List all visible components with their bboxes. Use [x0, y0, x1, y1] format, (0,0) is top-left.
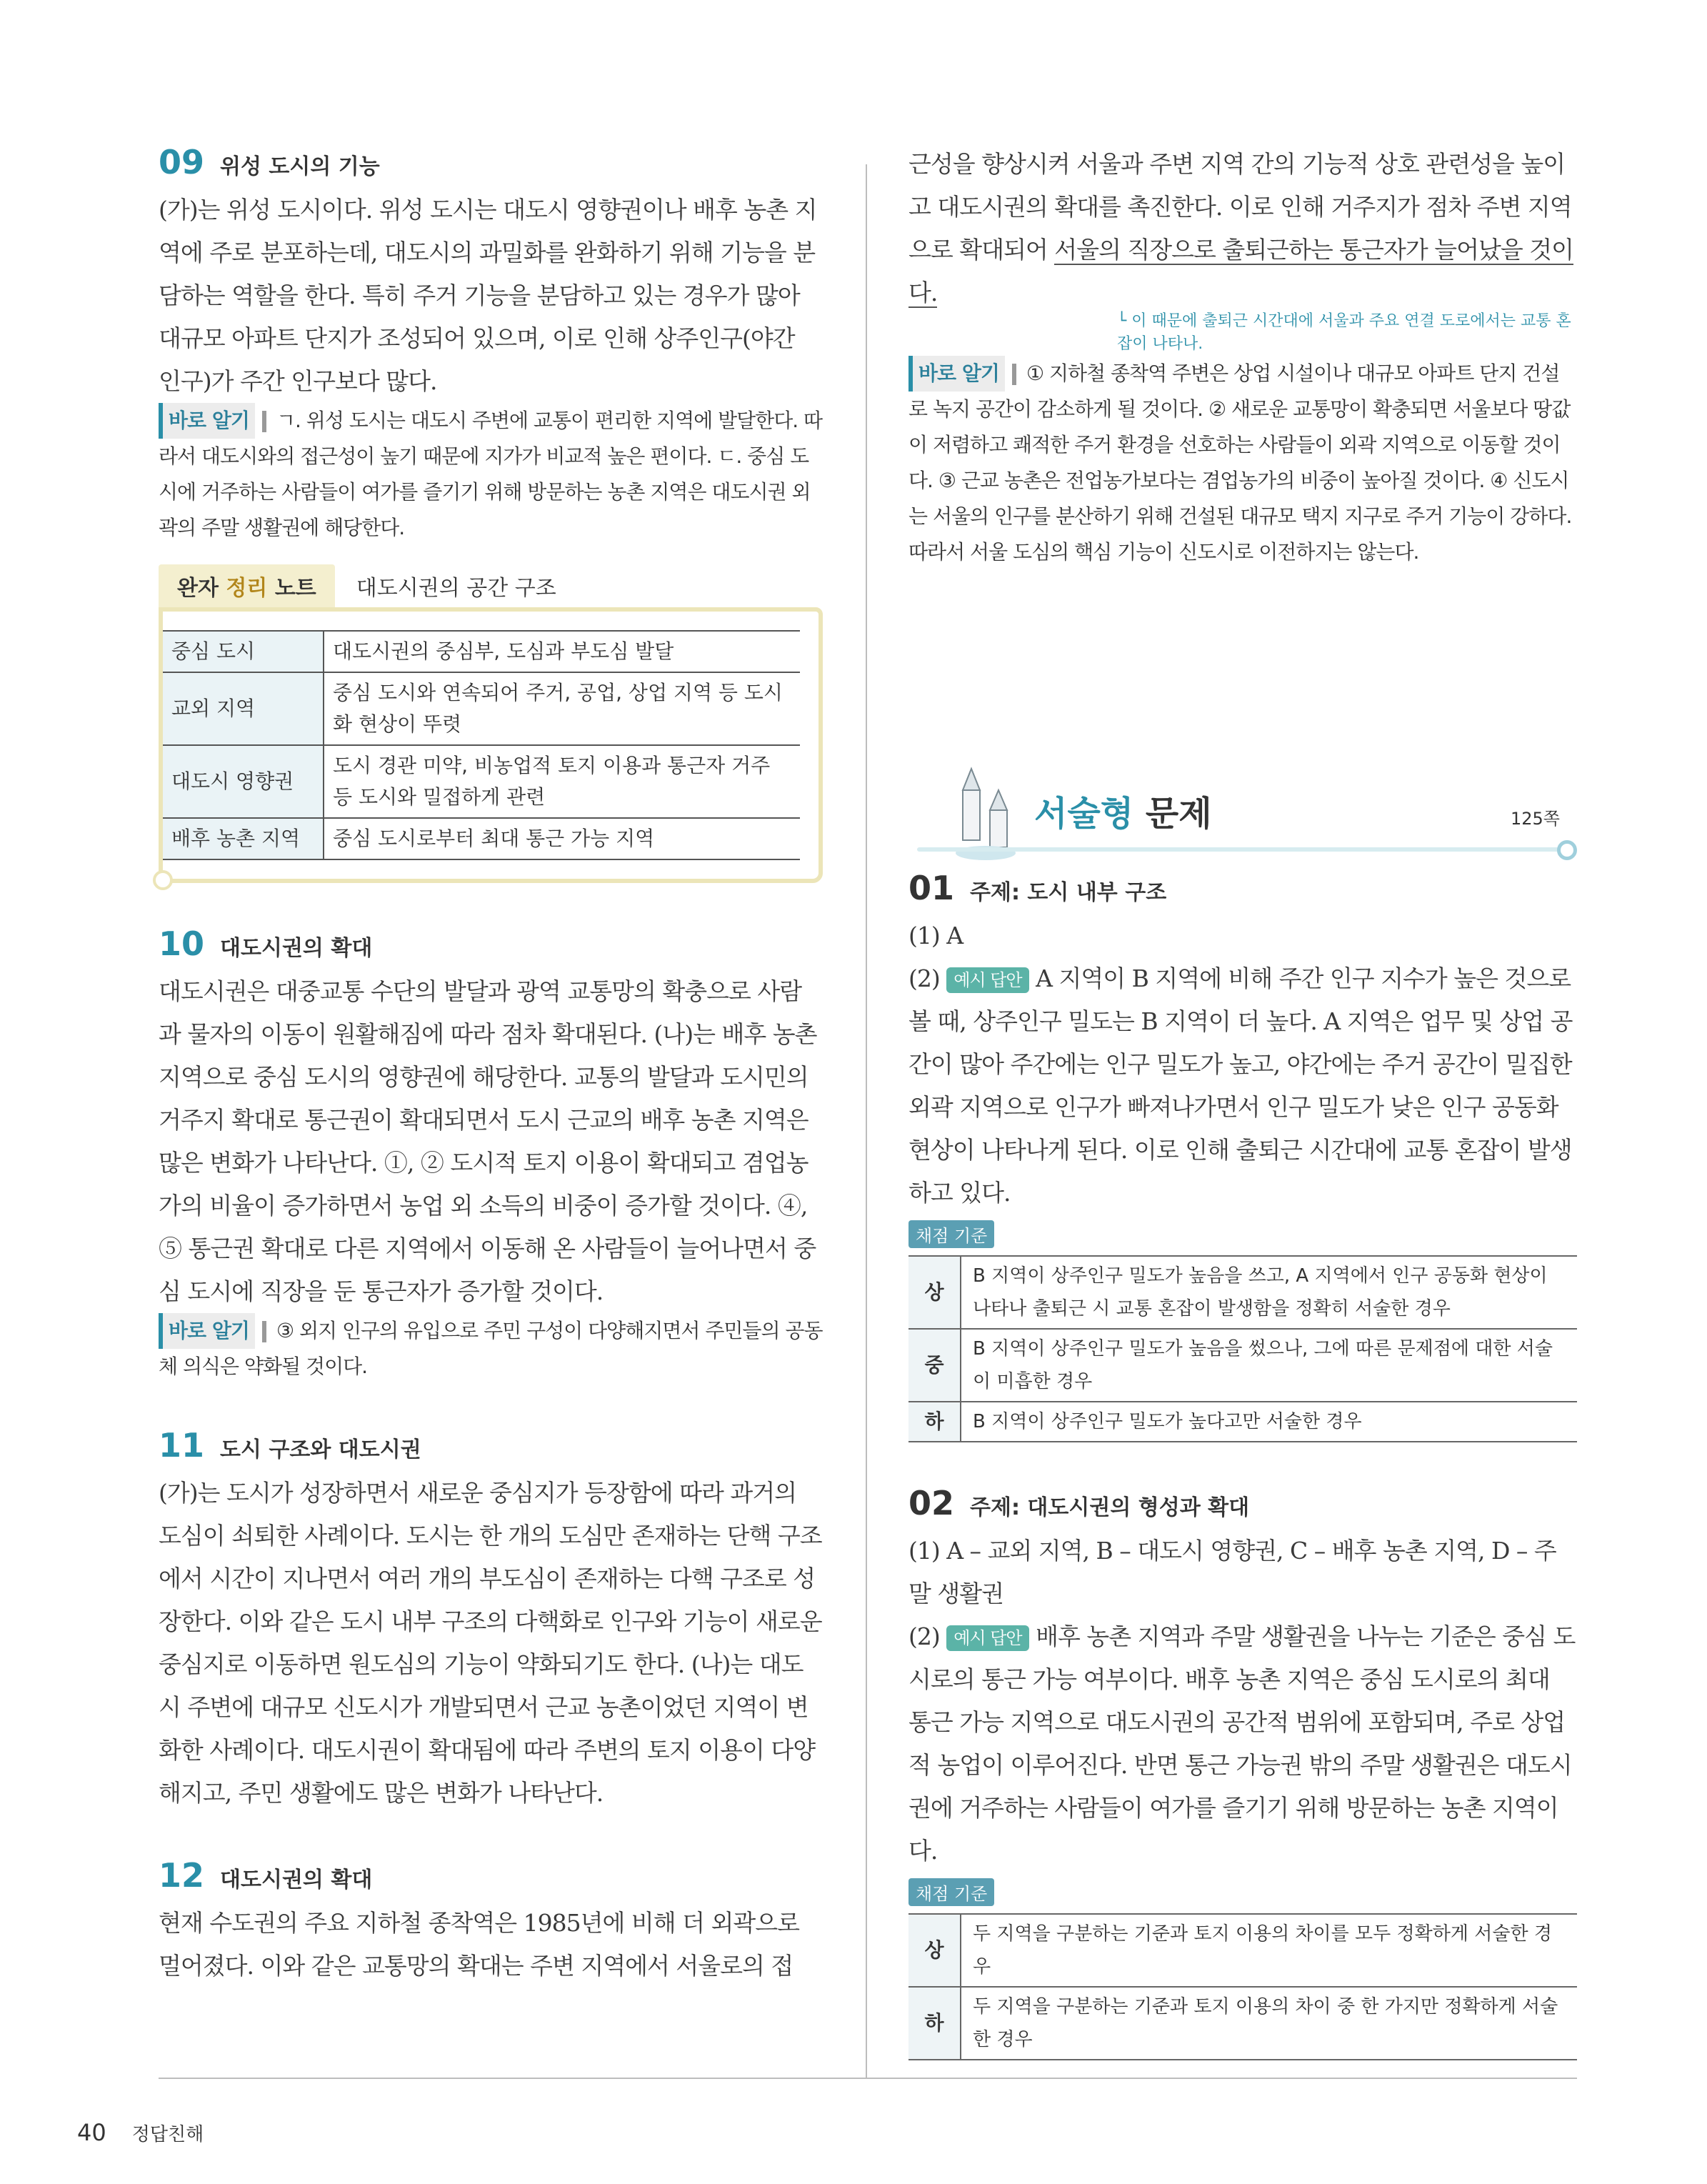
table-value: 중심 도시와 연속되어 주거, 공업, 상업 지역 등 도시화 현상이 뚜렷	[324, 672, 800, 745]
table-row	[908, 1256, 1577, 1329]
page-footer	[77, 2119, 204, 2146]
tag-bar	[262, 1321, 266, 1342]
table-row	[163, 818, 800, 859]
table-key: 중심 도시	[163, 631, 324, 672]
quick-check-text: ③ 외지 인구의 유입으로 주민 구성이 다양해지면서 주민들의 공동체 의식은 약화될 것이다.	[159, 1319, 823, 1378]
question-11	[159, 1426, 823, 1815]
underlined-text: 서울의 직장으로 출퇴근하는 통근자가 늘어났을 것이다.	[908, 236, 1574, 306]
quick-check	[159, 1313, 823, 1385]
question-09	[159, 143, 823, 546]
note-section	[159, 564, 823, 883]
grade-text: B 지역이 상주인구 밀도가 높음을 썼으나, 그에 따른 문제점에 대한 서술이 미흡한 경우	[961, 1329, 1577, 1402]
header-line	[917, 847, 1568, 852]
tag-bar	[1012, 364, 1016, 385]
table-row	[908, 1402, 1577, 1442]
bottom-rule	[159, 2078, 1577, 2079]
table-row	[163, 631, 800, 672]
answer-text: 배후 농촌 지역과 주말 생활권을 나누는 기준은 중심 도시로의 통근 가능 여부이다. 배후 농촌 지역은 중심 도시로의 최대 통근 가능 지역으로 대도시권의 공간적 범위에 포함되며, 주로 상업적 농업이 이루어진다. 반면 통근 가능권 밖의 주말 생활권은 대도시권에 거주하는 사람들이 여가를 즐기기 위해 방문하는 농촌 지역이다.	[908, 1622, 1576, 1865]
table-row	[908, 1914, 1577, 1987]
grade-text: 두 지역을 구분하는 기준과 토지 이용의 차이 중 한 가지만 정확하게 서술한 경우	[961, 1987, 1577, 2060]
question-title: 주제: 대도시권의 형성과 확대	[970, 1495, 1250, 1520]
table-value: 도시 경관 미약, 비농업적 토지 이용과 통근자 거주 등 도시와 밀접하게 관련	[324, 745, 800, 818]
grade-text: B 지역이 상주인구 밀도가 높음을 쓰고, A 지역에서 인구 공동화 현상이 나타나 출퇴근 시 교통 혼잡이 발생함을 정확히 서술한 경우	[961, 1256, 1577, 1329]
grade-level: 상	[908, 1914, 961, 1987]
quick-check-tag: 바로 알기	[908, 356, 1005, 392]
table-row	[908, 1987, 1577, 2060]
note-pill	[159, 564, 335, 607]
grade-level: 하	[908, 1987, 961, 2060]
line-end-dot-icon	[1557, 840, 1577, 860]
answer-part-1: (1) A – 교외 지역, B – 대도시 영향권, C – 배후 농촌 지역, D – 주말 생활권	[908, 1537, 1556, 1607]
descriptive-title-b: 문제	[1133, 794, 1212, 834]
descriptive-title-a: 서술형	[1034, 794, 1134, 834]
note-pill-c: 노트	[267, 576, 316, 601]
table-row	[163, 672, 800, 745]
note-title: 대도시권의 공간 구조	[356, 576, 556, 601]
table-value: 대도시권의 중심부, 도심과 부도심 발달	[324, 631, 800, 672]
table-row	[163, 745, 800, 818]
question-number: 09	[159, 143, 205, 181]
answer-prefix: (2)	[908, 1622, 940, 1650]
grade-level: 하	[908, 1402, 961, 1442]
example-answer-badge: 예시 답안	[946, 967, 1028, 993]
descriptive-section-header	[908, 762, 1577, 869]
quick-check-text: ㄱ. 위성 도시는 대도시 주변에 교통이 편리한 지역에 발달한다. 따라서 대도시와의 접근성이 높기 때문에 지가가 비교적 높은 편이다. ㄷ. 중심 도시에 거주하는 사람들이 여가를 즐기기 위해 방문하는 농촌 지역은 대도시권 외곽의 주말 생활권에 해당한다.	[159, 409, 823, 539]
criteria-table	[908, 1255, 1577, 1442]
page-number: 40	[77, 2119, 106, 2146]
column-divider	[866, 164, 867, 2079]
quick-check-tag: 바로 알기	[159, 1313, 255, 1349]
question-10	[159, 924, 823, 1385]
note-table	[163, 630, 800, 860]
answer-body: 현재 수도권의 주요 지하철 종착역은 1985년에 비해 더 외곽으로 멀어졌다. 이와 같은 교통망의 확대는 주변 지역에서 서울로의 접	[159, 1909, 799, 1980]
question-number: 10	[159, 924, 205, 963]
quick-check	[159, 403, 823, 546]
note-pill-a: 완자	[177, 576, 226, 601]
note-dot-icon	[153, 870, 173, 890]
table-row	[908, 1329, 1577, 1402]
question-title: 도시 구조와 대도시권	[220, 1437, 421, 1462]
answer-text: A 지역이 B 지역에 비해 주간 인구 지수가 높은 것으로 볼 때, 상주인구 밀도는 B 지역이 더 높다. A 지역은 업무 및 상업 공간이 많아 주간에는 인구 밀도가 높고, 야간에는 주거 공간이 밀집한 외곽 지역으로 인구가 빠져나가면서 인구 밀도가 낮은 인구 공동화 현상이 나타나게 된다. 이로 인해 출퇴근 시간대에 교통 혼잡이 발생하고 있다.	[908, 964, 1573, 1207]
book-name: 정답친해	[131, 2124, 204, 2145]
note-pill-b: 정리	[226, 576, 268, 601]
grade-text: 두 지역을 구분하는 기준과 토지 이용의 차이를 모두 정확하게 서술한 경우	[961, 1914, 1577, 1987]
quick-check	[908, 356, 1577, 570]
note-box	[159, 607, 823, 883]
table-key: 배후 농촌 지역	[163, 818, 324, 859]
criteria-table	[908, 1913, 1577, 2060]
right-column	[908, 143, 1577, 2060]
grade-text: B 지역이 상주인구 밀도가 높다고만 서술한 경우	[961, 1402, 1577, 1442]
quick-check-text: ① 지하철 종착역 주변은 상업 시설이나 대규모 아파트 단지 건설로 녹지 공간이 감소하게 될 것이다. ② 새로운 교통망이 확충되면 서울보다 땅값이 저렴하고 쾌적한 주거 환경을 선호하는 사람들이 외곽 지역으로 이동할 것이다. ③ 근교 농촌은 전업농가보다는 겸업농가의 비중이 높아질 것이다. ④ 신도시는 서울의 인구를 분산하기 위해 건설된 대규모 택지 지구로 주거 기능이 강하다. 따라서 서울 도심의 핵심 기능이 신도시로 이전하지는 않는다.	[908, 361, 1572, 564]
grade-level: 상	[908, 1256, 961, 1329]
descriptive-title	[1034, 786, 1212, 835]
tag-bar	[262, 411, 266, 432]
answer-body: (가)는 위성 도시이다. 위성 도시는 대도시 영향권이나 배후 농촌 지역에 주로 분포하는데, 대도시의 과밀화를 완화하기 위해 기능을 분담하는 역할을 한다. 특히 주거 기능을 분담하고 있는 경우가 많아 대규모 아파트 단지가 조성되어 있으며, 이로 인해 상주인구(야간 인구)가 주간 인구보다 많다.	[159, 196, 817, 395]
question-number: 01	[908, 869, 955, 907]
question-title: 위성 도시의 기능	[220, 154, 380, 179]
question-12	[159, 1856, 823, 1988]
answer-part-1: (1) A	[908, 922, 963, 949]
example-answer-badge: 예시 답안	[946, 1625, 1028, 1651]
table-key: 대도시 영향권	[163, 745, 324, 818]
answer-prefix: (2)	[908, 964, 940, 992]
grade-level: 중	[908, 1329, 961, 1402]
answer-part-2	[908, 957, 1577, 1215]
margin-annotation: └ 이 때문에 출퇴근 시간대에 서울과 주요 연결 도로에서는 교통 혼잡이 나타나.	[1117, 312, 1571, 353]
answer-part-2	[908, 1615, 1577, 1873]
table-key: 교외 지역	[163, 672, 324, 745]
answer-body: 대도시권은 대중교통 수단의 발달과 광역 교통망의 확충으로 사람과 물자의 이동이 원활해짐에 따라 점차 확대된다. (나)는 배후 농촌 지역으로 중심 도시의 영향권에 해당한다. 교통의 발달과 도시민의 거주지 확대로 통근권이 확대되면서 도시 근교의 배후 농촌 지역은 많은 변화가 나타난다. ①, ② 도시적 토지 이용이 확대되고 겸업농가의 비율이 증가하면서 농업 외 소득의 비중이 증가할 것이다. ④, ⑤ 통근권 확대로 다른 지역에서 이동해 온 사람들이 늘어나면서 중심 도시에 직장을 둔 통근자가 증가할 것이다.	[159, 977, 817, 1305]
quick-check-tag: 바로 알기	[159, 403, 255, 439]
question-title: 주제: 도시 내부 구조	[970, 880, 1167, 905]
left-column	[159, 143, 823, 1988]
criteria-badge: 채점 기준	[908, 1878, 994, 1906]
answer-body: (가)는 도시가 성장하면서 새로운 중심지가 등장함에 따라 과거의 도심이 쇠퇴한 사례이다. 도시는 한 개의 도심만 존재하는 단핵 구조에서 시간이 지나면서 여러 개의 부도심이 존재하는 다핵 구조로 성장한다. 이와 같은 도시 내부 구조의 다핵화로 인구와 기능이 새로운 중심지로 이동하면 원도심의 기능이 약화되기도 한다. (나)는 대도시 주변에 대규모 신도시가 개발되면서 근교 농촌이었던 지역이 변화한 사례이다. 대도시권이 확대됨에 따라 주변의 토지 이용이 다양해지고, 주민 생활에도 많은 변화가 나타난다.	[159, 1479, 822, 1807]
question-number: 11	[159, 1426, 205, 1465]
table-value: 중심 도시로부터 최대 통근 가능 지역	[324, 818, 800, 859]
question-number: 02	[908, 1484, 955, 1522]
pencils-icon	[943, 762, 1028, 869]
question-title: 대도시권의 확대	[220, 936, 373, 961]
criteria-badge: 채점 기준	[908, 1220, 994, 1248]
question-title: 대도시권의 확대	[220, 1868, 373, 1893]
descriptive-01	[908, 869, 1577, 1442]
descriptive-02	[908, 1484, 1577, 2060]
page-reference: 125쪽	[1511, 809, 1560, 829]
continued-text: 근성을 향상시켜 서울과 주변 지역 간의 기능적 상호 관련성을 높이고 대도시권의 확대를 촉진한다. 이로 인해 거주지가 점차 주변 지역으로 확대되어	[908, 150, 1572, 264]
answer-body-continued	[908, 143, 1577, 314]
question-number: 12	[159, 1856, 205, 1895]
